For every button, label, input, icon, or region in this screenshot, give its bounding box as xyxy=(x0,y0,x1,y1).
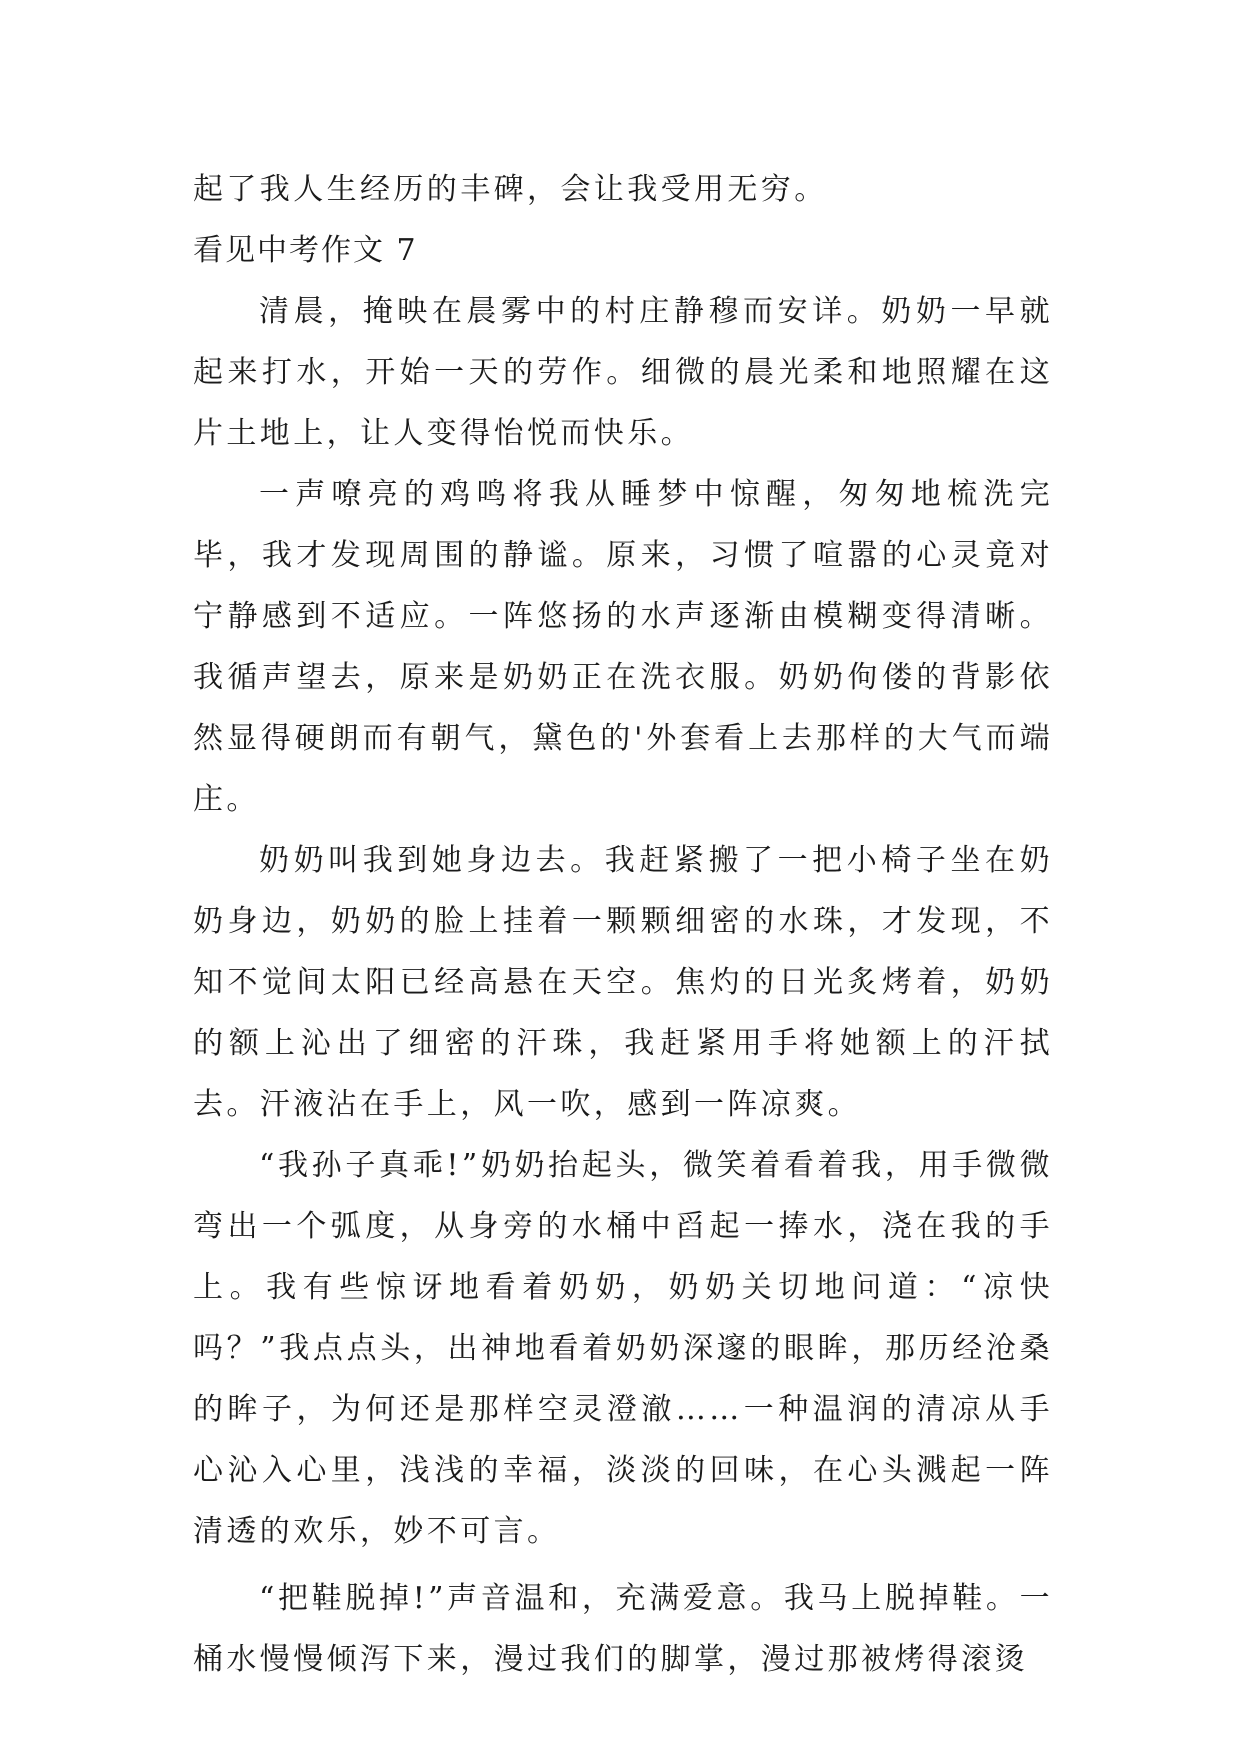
essay-heading: 看见中考作文 7 xyxy=(193,233,418,268)
paragraph-1: 清晨，掩映在晨雾中的村庄静穆而安详。奶奶一早就起来打水，开始一天的劳作。细微的晨光柔和地照耀在这片土地上，让人变得怡悦而快乐。 xyxy=(193,294,1053,451)
paragraph-5: “把鞋脱掉!”声音温和，充满爱意。我马上脱掉鞋。一桶水慢慢倾泻下来，漫过我们的脚掌，漫过那被烤得滚烫 xyxy=(193,1581,1053,1677)
continued-line: 起了我人生经历的丰碑，会让我受用无穷。 xyxy=(193,172,828,207)
paragraph-4: “我孙子真乖!”奶奶抬起头，微笑着看着我，用手微微弯出一个弧度，从身旁的水桶中舀起一捧水，浇在我的手上。我有些惊讶地看着奶奶，奶奶关切地问道：“凉快吗？”我点点头，出神地看着奶奶深邃的眼眸，那历经沧桑的眸子，为何还是那样空灵澄澈……一种温润的清凉从手心沁入心里，浅浅的幸福，淡淡的回味，在心头溅起一阵清透的欢乐，妙不可言。 xyxy=(193,1148,1053,1549)
paragraph-3: 奶奶叫我到她身边去。我赶紧搬了一把小椅子坐在奶奶身边，奶奶的脸上挂着一颗颗细密的水珠，才发现，不知不觉间太阳已经高悬在天空。焦灼的日光炙烤着，奶奶的额上沁出了细密的汗珠，我赶紧用手将她额上的汗拭去。汗液沾在手上，风一吹，感到一阵凉爽。 xyxy=(193,843,1053,1122)
paragraph-2: 一声嘹亮的鸡鸣将我从睡梦中惊醒，匆匆地梳洗完毕，我才发现周围的静谧。原来，习惯了喧嚣的心灵竟对宁静感到不适应。一阵悠扬的水声逐渐由模糊变得清晰。我循声望去，原来是奶奶正在洗衣服。奶奶佝偻的背影依然显得硬朗而有朝气，黛色的'外套看上去那样的大气而端庄。 xyxy=(193,477,1053,817)
document-body xyxy=(193,159,1053,1690)
